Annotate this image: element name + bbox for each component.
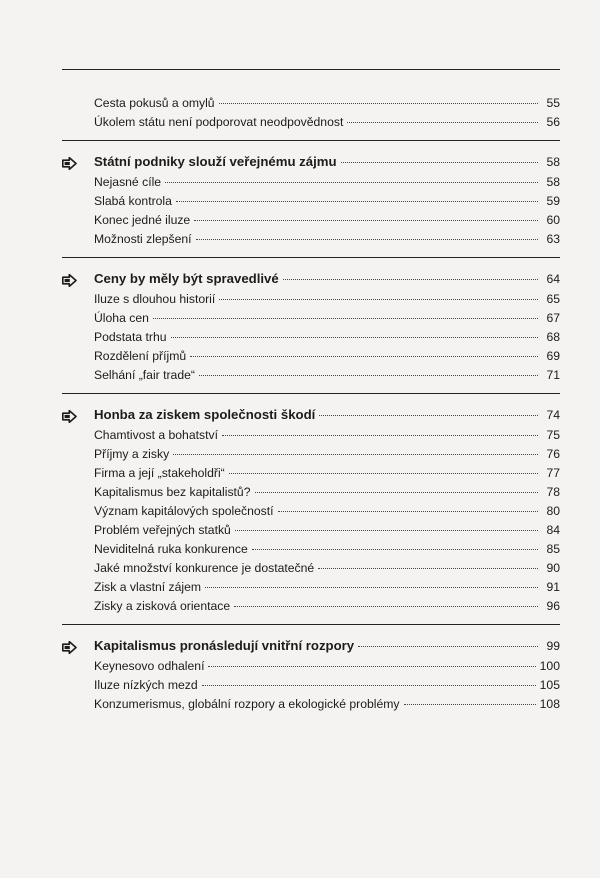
toc-entry[interactable] bbox=[62, 309, 560, 328]
entry-page-number: 67 bbox=[546, 311, 560, 325]
entry-title: Problém veřejných statků bbox=[94, 523, 231, 537]
entry-title: Neviditelná ruka konkurence bbox=[94, 542, 248, 556]
spacer bbox=[62, 625, 560, 635]
toc-section bbox=[62, 257, 560, 393]
toc-entry[interactable] bbox=[62, 540, 560, 559]
entry-title: Chamtivost a bohatství bbox=[94, 428, 218, 442]
entry-title: Kapitalismus bez kapitalistů? bbox=[94, 485, 251, 499]
entry-page-number: 59 bbox=[546, 194, 560, 208]
dot-leader bbox=[176, 201, 538, 202]
chapter-arrow-icon bbox=[62, 408, 77, 421]
spacer bbox=[62, 616, 560, 624]
entry-page-number: 108 bbox=[539, 697, 560, 711]
entry-page-number: 90 bbox=[546, 561, 560, 575]
toc-section bbox=[62, 140, 560, 257]
chapter-heading[interactable] bbox=[62, 404, 560, 426]
dot-leader bbox=[319, 415, 538, 416]
entry-page-number: 55 bbox=[546, 96, 560, 110]
entry-page-number: 85 bbox=[546, 542, 560, 556]
dot-leader bbox=[229, 473, 538, 474]
entry-title: Slabá kontrola bbox=[94, 194, 172, 208]
entry-page-number: 91 bbox=[546, 580, 560, 594]
spacer bbox=[62, 394, 560, 404]
chapter-arrow-icon bbox=[62, 639, 77, 652]
entry-title: Zisk a vlastní zájem bbox=[94, 580, 202, 594]
dot-leader bbox=[283, 279, 538, 280]
dot-leader bbox=[208, 666, 535, 667]
entry-title: Příjmy a zisky bbox=[94, 447, 170, 461]
spacer bbox=[62, 141, 560, 151]
toc-entry[interactable] bbox=[62, 597, 560, 616]
chapter-arrow-icon bbox=[62, 155, 77, 168]
toc-entry[interactable] bbox=[62, 211, 560, 230]
entry-page-number: 76 bbox=[546, 447, 560, 461]
spacer bbox=[62, 714, 560, 722]
dot-leader bbox=[196, 239, 538, 240]
toc-entry[interactable] bbox=[62, 328, 560, 347]
entry-page-number: 69 bbox=[546, 349, 560, 363]
toc-entry[interactable] bbox=[62, 657, 560, 676]
toc-section bbox=[62, 94, 560, 140]
toc-entry[interactable] bbox=[62, 502, 560, 521]
toc-entry[interactable] bbox=[62, 347, 560, 366]
toc-entry[interactable] bbox=[62, 695, 560, 714]
entry-page-number: 63 bbox=[546, 232, 560, 246]
toc-entry[interactable] bbox=[62, 94, 560, 113]
dot-leader bbox=[205, 587, 538, 588]
toc-entry[interactable] bbox=[62, 578, 560, 597]
toc-entry[interactable] bbox=[62, 426, 560, 445]
entry-page-number: 84 bbox=[546, 523, 560, 537]
spacer bbox=[62, 258, 560, 268]
chapter-page-number: 58 bbox=[546, 155, 560, 169]
entry-page-number: 58 bbox=[546, 175, 560, 189]
chapter-page-number: 99 bbox=[546, 639, 560, 653]
dot-leader bbox=[199, 375, 538, 376]
dot-leader bbox=[358, 646, 538, 647]
chapter-heading[interactable] bbox=[62, 151, 560, 173]
entry-title: Cesta pokusů a omylů bbox=[94, 96, 215, 110]
dot-leader bbox=[341, 162, 538, 163]
dot-leader bbox=[190, 356, 538, 357]
toc-section bbox=[62, 624, 560, 722]
dot-leader bbox=[318, 568, 538, 569]
toc-entry[interactable] bbox=[62, 192, 560, 211]
entry-page-number: 77 bbox=[546, 466, 560, 480]
chapter-title: Státní podniky slouží veřejnému zájmu bbox=[94, 154, 337, 169]
entry-page-number: 105 bbox=[539, 678, 560, 692]
entry-title: Selhání „fair trade“ bbox=[94, 368, 195, 382]
dot-leader bbox=[165, 182, 538, 183]
entry-title: Význam kapitálových společností bbox=[94, 504, 274, 518]
dot-leader bbox=[252, 549, 538, 550]
entry-page-number: 71 bbox=[546, 368, 560, 382]
entry-title: Úkolem státu není podporovat neodpovědnost bbox=[94, 115, 344, 129]
dot-leader bbox=[202, 685, 536, 686]
dot-leader bbox=[347, 122, 538, 123]
dot-leader bbox=[173, 454, 538, 455]
entry-title: Iluze s dlouhou historií bbox=[94, 292, 216, 306]
spacer bbox=[62, 132, 560, 140]
dot-leader bbox=[278, 511, 538, 512]
entry-title: Úloha cen bbox=[94, 311, 149, 325]
entry-title: Konec jedné iluze bbox=[94, 213, 191, 227]
entry-page-number: 60 bbox=[546, 213, 560, 227]
entry-title: Keynesovo odhalení bbox=[94, 659, 205, 673]
toc-entry[interactable] bbox=[62, 559, 560, 578]
entry-title: Konzumerismus, globální rozpory a ekologické problémy bbox=[94, 697, 400, 711]
toc-entry[interactable] bbox=[62, 521, 560, 540]
entry-title: Zisky a zisková orientace bbox=[94, 599, 231, 613]
chapter-heading[interactable] bbox=[62, 268, 560, 290]
toc-entry[interactable] bbox=[62, 290, 560, 309]
entry-page-number: 78 bbox=[546, 485, 560, 499]
dot-leader bbox=[153, 318, 538, 319]
entry-title: Rozdělení příjmů bbox=[94, 349, 187, 363]
toc-entry[interactable] bbox=[62, 464, 560, 483]
entry-title: Firma a její „stakeholdři“ bbox=[94, 466, 225, 480]
toc-entry[interactable] bbox=[62, 230, 560, 249]
entry-title: Podstata trhu bbox=[94, 330, 167, 344]
entry-title: Nejasné cíle bbox=[94, 175, 162, 189]
dot-leader bbox=[234, 606, 538, 607]
chapter-title: Ceny by měly být spravedlivé bbox=[94, 271, 279, 286]
entry-page-number: 80 bbox=[546, 504, 560, 518]
chapter-heading[interactable] bbox=[62, 635, 560, 657]
spacer bbox=[62, 385, 560, 393]
dot-leader bbox=[194, 220, 538, 221]
toc-entry[interactable] bbox=[62, 173, 560, 192]
entry-title: Možnosti zlepšení bbox=[94, 232, 192, 246]
dot-leader bbox=[219, 103, 538, 104]
chapter-page-number: 74 bbox=[546, 408, 560, 422]
entry-title: Jaké množství konkurence je dostatečné bbox=[94, 561, 315, 575]
top-rule bbox=[62, 69, 560, 70]
toc-entry[interactable] bbox=[62, 676, 560, 695]
entry-page-number: 65 bbox=[546, 292, 560, 306]
chapter-title: Kapitalismus pronásledují vnitřní rozpory bbox=[94, 638, 355, 653]
entry-page-number: 56 bbox=[546, 115, 560, 129]
dot-leader bbox=[404, 704, 536, 705]
entry-page-number: 100 bbox=[539, 659, 560, 673]
toc-section bbox=[62, 393, 560, 624]
toc-entry[interactable] bbox=[62, 366, 560, 385]
chapter-page-number: 64 bbox=[546, 272, 560, 286]
dot-leader bbox=[219, 299, 538, 300]
table-of-contents bbox=[62, 94, 560, 722]
chapter-title: Honba za ziskem společnosti škodí bbox=[94, 407, 316, 422]
entry-page-number: 75 bbox=[546, 428, 560, 442]
entry-page-number: 96 bbox=[546, 599, 560, 613]
chapter-arrow-icon bbox=[62, 272, 77, 285]
toc-entry[interactable] bbox=[62, 113, 560, 132]
spacer bbox=[62, 249, 560, 257]
entry-title: Iluze nízkých mezd bbox=[94, 678, 198, 692]
dot-leader bbox=[235, 530, 538, 531]
dot-leader bbox=[255, 492, 539, 493]
dot-leader bbox=[222, 435, 538, 436]
entry-page-number: 68 bbox=[546, 330, 560, 344]
dot-leader bbox=[171, 337, 539, 338]
toc-entry[interactable] bbox=[62, 445, 560, 464]
toc-entry[interactable] bbox=[62, 483, 560, 502]
